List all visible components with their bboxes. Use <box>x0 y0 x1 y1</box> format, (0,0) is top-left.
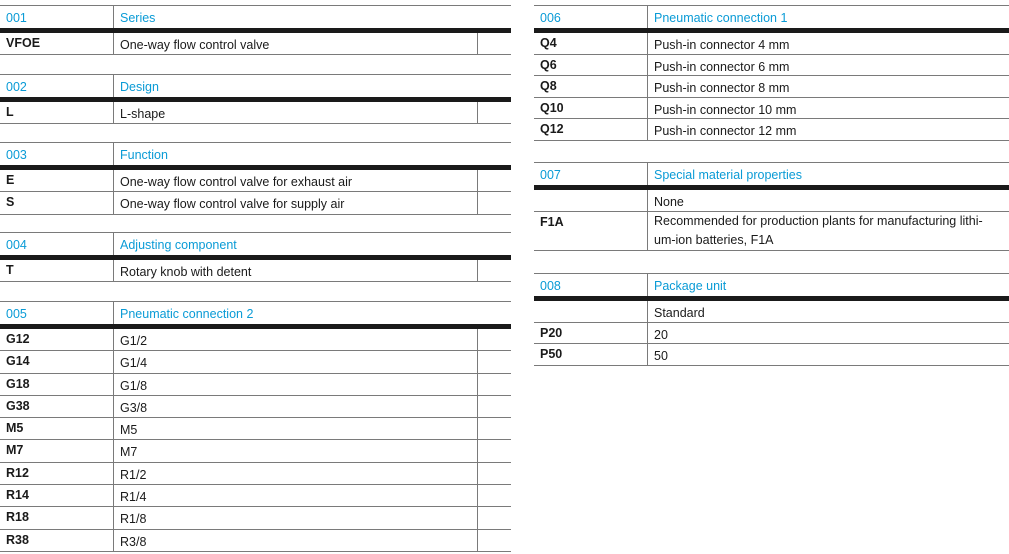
column-divider <box>647 212 648 250</box>
option-code: Q8 <box>540 79 557 94</box>
section-code: 003 <box>6 148 27 162</box>
column-divider <box>477 507 478 528</box>
option-description: One-way flow control valve <box>120 38 270 52</box>
column-divider <box>477 440 478 461</box>
option-code: S <box>6 195 15 210</box>
table-row <box>534 301 1009 323</box>
column-divider <box>113 170 114 191</box>
spec-section-005 <box>0 301 511 552</box>
table-row <box>0 440 511 462</box>
table-row <box>534 33 1009 55</box>
table-row <box>0 507 511 529</box>
option-code: Q4 <box>540 36 557 50</box>
option-code: E <box>6 173 15 187</box>
section-header <box>534 273 1009 296</box>
option-description: G1/4 <box>120 356 148 371</box>
option-description: R1/4 <box>120 490 147 505</box>
spec-section-007 <box>534 162 1009 251</box>
table-row <box>0 463 511 485</box>
section-code: 007 <box>540 168 561 182</box>
spec-section-002 <box>0 74 511 124</box>
option-description: 50 <box>654 349 668 364</box>
column-divider <box>113 530 114 551</box>
option-code: F1A <box>540 214 564 229</box>
option-description: Recommended for production plants for manufacturing lithi- um-ion batteries, F1A <box>654 213 983 247</box>
section-title: Package unit <box>654 279 727 293</box>
option-description: R3/8 <box>120 534 147 549</box>
table-row <box>534 98 1009 120</box>
column-divider <box>477 530 478 551</box>
column-divider <box>477 396 478 417</box>
column-divider <box>113 33 114 54</box>
section-code: 001 <box>6 11 27 25</box>
table-row <box>534 119 1009 141</box>
table-row <box>534 190 1009 212</box>
table-row <box>0 351 511 373</box>
column-divider <box>113 374 114 395</box>
column-divider <box>647 163 648 185</box>
table-row <box>534 76 1009 98</box>
option-description: One-way flow control valve for exhaust air <box>120 175 353 189</box>
option-description: Push-in connector 12 mm <box>654 124 797 139</box>
section-code: 006 <box>540 11 561 25</box>
column-divider <box>647 301 648 322</box>
option-description: M5 <box>120 423 138 438</box>
section-code: 002 <box>6 80 27 94</box>
option-description: Push-in connector 4 mm <box>654 38 790 52</box>
option-code: R38 <box>6 532 29 547</box>
option-description: G1/8 <box>120 378 148 393</box>
table-row <box>534 212 1009 251</box>
option-code: G14 <box>6 354 30 369</box>
section-header <box>0 5 511 28</box>
table-row <box>0 485 511 507</box>
option-description: G1/2 <box>120 334 148 348</box>
column-divider <box>113 233 114 255</box>
column-divider <box>647 274 648 296</box>
option-description: 20 <box>654 327 668 342</box>
table-row <box>0 192 511 214</box>
option-description: None <box>654 195 684 209</box>
table-row <box>0 530 511 552</box>
section-header <box>534 5 1009 28</box>
spec-section-006 <box>534 5 1009 141</box>
option-code: G12 <box>6 332 30 346</box>
table-row <box>0 260 511 282</box>
column-divider <box>113 302 114 324</box>
column-divider <box>477 170 478 191</box>
option-code: Q10 <box>540 100 564 115</box>
column-divider <box>647 6 648 28</box>
column-divider <box>647 344 648 365</box>
option-description: M7 <box>120 445 138 460</box>
option-code: L <box>6 105 14 119</box>
column-divider <box>113 507 114 528</box>
table-row <box>0 33 511 55</box>
option-description: Rotary knob with detent <box>120 265 252 279</box>
column-divider <box>477 33 478 54</box>
section-title: Special material properties <box>654 168 802 182</box>
section-code: 004 <box>6 238 27 252</box>
table-row <box>534 55 1009 77</box>
table-row <box>0 170 511 192</box>
option-description: R1/8 <box>120 512 147 527</box>
column-divider <box>477 102 478 123</box>
option-code: R12 <box>6 465 29 480</box>
table-row <box>0 374 511 396</box>
column-divider <box>113 102 114 123</box>
option-description: L-shape <box>120 107 166 121</box>
column-divider <box>647 190 648 211</box>
section-title: Design <box>120 80 159 94</box>
column-divider <box>477 374 478 395</box>
section-title: Pneumatic connection 1 <box>654 11 788 25</box>
section-title: Series <box>120 11 156 25</box>
option-code: VFOE <box>6 36 41 50</box>
option-description: Push-in connector 6 mm <box>654 59 790 74</box>
option-code: G18 <box>6 376 30 391</box>
option-description: One-way flow control valve for supply air <box>120 197 345 212</box>
option-code: M5 <box>6 421 24 436</box>
option-code: Q6 <box>540 57 557 72</box>
option-code: G38 <box>6 398 30 413</box>
column-divider <box>113 463 114 484</box>
section-title: Function <box>120 148 168 162</box>
column-divider <box>647 119 648 140</box>
column-divider <box>113 75 114 97</box>
spec-section-008 <box>534 273 1009 366</box>
table-row <box>0 329 511 351</box>
section-header <box>0 142 511 165</box>
column-divider <box>113 396 114 417</box>
option-code: T <box>6 263 14 277</box>
option-code: P20 <box>540 325 563 340</box>
column-divider <box>113 485 114 506</box>
table-row <box>0 418 511 440</box>
option-description: Standard <box>654 306 705 320</box>
column-divider <box>477 260 478 281</box>
option-code: P50 <box>540 347 563 362</box>
column-divider <box>477 463 478 484</box>
column-divider <box>113 440 114 461</box>
column-divider <box>477 329 478 350</box>
option-code: M7 <box>6 443 24 458</box>
column-divider <box>477 485 478 506</box>
section-header <box>0 301 511 324</box>
column-divider <box>477 351 478 372</box>
section-code: 005 <box>6 307 27 321</box>
section-header <box>534 162 1009 185</box>
column-divider <box>647 55 648 76</box>
column-divider <box>647 76 648 97</box>
option-code: Q12 <box>540 122 564 137</box>
column-divider <box>113 351 114 372</box>
table-row <box>0 102 511 124</box>
column-divider <box>477 192 478 213</box>
table-row <box>0 396 511 418</box>
column-divider <box>113 329 114 350</box>
column-divider <box>113 192 114 213</box>
section-title: Pneumatic connection 2 <box>120 307 254 321</box>
option-description: Push-in connector 10 mm <box>654 102 797 117</box>
option-description: Push-in connector 8 mm <box>654 81 790 96</box>
option-code: R18 <box>6 510 29 525</box>
spec-section-004 <box>0 232 511 282</box>
column-divider <box>647 33 648 54</box>
column-divider <box>113 260 114 281</box>
section-header <box>0 74 511 97</box>
spec-section-001 <box>0 5 511 55</box>
option-description: G3/8 <box>120 400 148 415</box>
section-header <box>0 232 511 255</box>
spec-section-003 <box>0 142 511 215</box>
section-code: 008 <box>540 279 561 293</box>
column-divider <box>113 418 114 439</box>
option-code: R14 <box>6 488 29 503</box>
option-description: R1/2 <box>120 467 147 482</box>
table-row <box>534 344 1009 366</box>
column-divider <box>647 323 648 344</box>
column-divider <box>647 98 648 119</box>
section-title: Adjusting component <box>120 238 237 252</box>
table-row <box>534 323 1009 345</box>
column-divider <box>113 143 114 165</box>
column-divider <box>113 6 114 28</box>
column-divider <box>477 418 478 439</box>
